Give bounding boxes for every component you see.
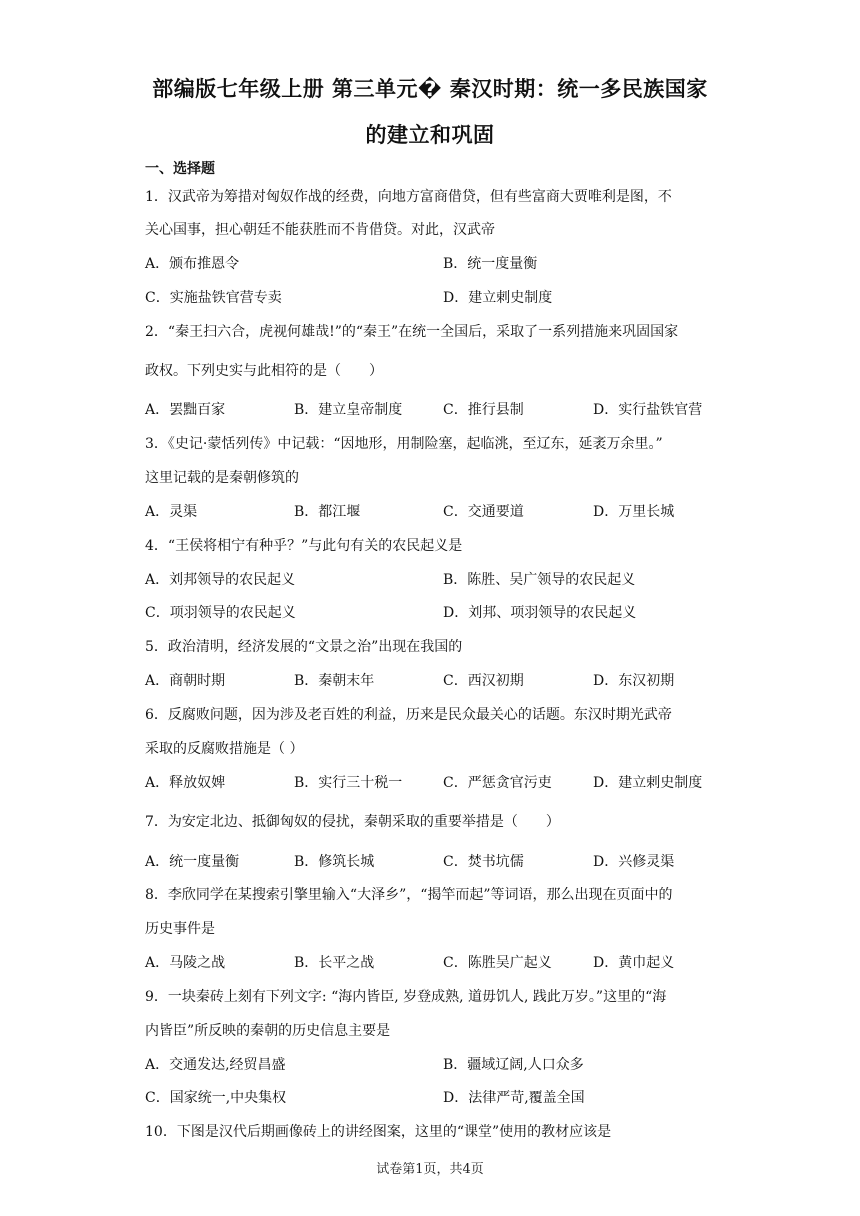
q4-option-a[interactable]: A．刘邦领导的农民起义 [145,572,296,588]
question-2-line-1: 2．“秦王扫六合，虎视何雄哉!”的“秦王”在统一全国后，采取了一系列措施来巩固国家 [145,324,679,340]
question-8-line-1: 8．李欣同学在某搜索引擎里输入“大泽乡”，“揭竿而起”等词语，那么出现在页面中的 [145,887,673,903]
question-3-line-2: 这里记载的是秦朝修筑的 [145,470,299,486]
question-9-line-2: 内皆臣”所反映的秦朝的历史信息主要是 [145,1023,391,1039]
q2-option-b[interactable]: B．建立皇帝制度 [294,402,403,418]
q3-option-d[interactable]: D．万里长城 [593,504,675,520]
q3-option-a[interactable]: A．灵渠 [145,504,198,520]
q7-option-d[interactable]: D．兴修灵渠 [593,854,675,870]
question-9-line-1: 9．一块秦砖上刻有下列文字: “海内皆臣, 岁登成熟, 道毋饥人, 践此万岁。”这里的“海 [145,989,667,1005]
q5-option-b[interactable]: B．秦朝末年 [294,673,375,689]
page-footer: 试卷第1页，共4页 [376,1162,484,1177]
question-3-line-1: 3．《史记·蒙恬列传》中记载：“因地形，用制险塞，起临洮，至辽东，延袤万余里。” [145,436,663,452]
q7-option-c[interactable]: C．焚书坑儒 [443,854,524,870]
q1-option-a[interactable]: A．颁布推恩令 [145,256,240,272]
question-1-line-1: 1．汉武帝为筹措对匈奴作战的经费，向地方富商借贷，但有些富商大贾唯利是图，不 [145,189,672,205]
question-1-line-2: 关心国事，担心朝廷不能获胜而不肯借贷。对此，汉武帝 [145,222,495,238]
q1-option-c[interactable]: C．实施盐铁官营专卖 [145,290,282,306]
q6-option-c[interactable]: C．严惩贪官污吏 [443,775,552,791]
q5-option-a[interactable]: A．商朝时期 [145,673,226,689]
page-title-line-2: 的建立和巩固 [365,123,495,147]
q1-option-b[interactable]: B．统一度量衡 [443,256,538,272]
question-6-line-2: 采取的反腐败措施是（ ） [145,741,304,757]
q8-option-c[interactable]: C．陈胜吴广起义 [443,955,552,971]
q4-option-d[interactable]: D．刘邦、项羽领导的农民起义 [443,605,637,621]
q4-option-c[interactable]: C．项羽领导的农民起义 [145,605,296,621]
q8-option-b[interactable]: B．长平之战 [294,955,375,971]
q5-option-c[interactable]: C．西汉初期 [443,673,524,689]
q4-option-b[interactable]: B．陈胜、吴广领导的农民起义 [443,572,636,588]
page-title-line-1: 部编版七年级上册 第三单元� 秦汉时期：统一多民族国家 [152,77,708,101]
q9-option-b[interactable]: B．疆域辽阔,人口众多 [443,1057,584,1073]
q2-option-c[interactable]: C．推行县制 [443,402,524,418]
q6-option-d[interactable]: D．建立剌史制度 [593,775,703,791]
q9-option-a[interactable]: A．交通发达,经贸昌盛 [145,1057,286,1073]
section-heading: 一、选择题 [145,161,215,177]
q2-option-d[interactable]: D．实行盐铁官营 [593,402,703,418]
q7-option-b[interactable]: B．修筑长城 [294,854,375,870]
question-8-line-2: 历史事件是 [145,921,215,937]
q2-option-a[interactable]: A．罢黜百家 [145,402,226,418]
question-5-line-1: 5．政治清明，经济发展的“文景之治”出现在我国的 [145,639,463,655]
question-7-line-1: 7．为安定北边、抵御匈奴的侵扰，秦朝采取的重要举措是（ ） [145,814,560,830]
q6-option-b[interactable]: B．实行三十税一 [294,775,403,791]
q9-option-d[interactable]: D．法律严苛,覆盖全国 [443,1090,585,1106]
question-10-line-1: 10．下图是汉代后期画像砖上的讲经图案，这里的“课堂”使用的教材应该是 [145,1124,612,1140]
question-6-line-1: 6．反腐败问题，因为涉及老百姓的利益，历来是民众最关心的话题。东汉时期光武帝 [145,707,672,723]
question-4-line-1: 4．“王侯将相宁有种乎？”与此句有关的农民起义是 [145,538,463,554]
q1-option-d[interactable]: D．建立剌史制度 [443,290,553,306]
q9-option-c[interactable]: C．国家统一,中央集权 [145,1090,287,1106]
question-2-line-2: 政权。下列史实与此相符的是（ ） [145,363,383,379]
q7-option-a[interactable]: A．统一度量衡 [145,854,240,870]
q5-option-d[interactable]: D．东汉初期 [593,673,675,689]
q3-option-b[interactable]: B．都江堰 [294,504,361,520]
q8-option-a[interactable]: A．马陵之战 [145,955,226,971]
q6-option-a[interactable]: A．释放奴婢 [145,775,226,791]
q3-option-c[interactable]: C．交通要道 [443,504,524,520]
q8-option-d[interactable]: D．黄巾起义 [593,955,675,971]
